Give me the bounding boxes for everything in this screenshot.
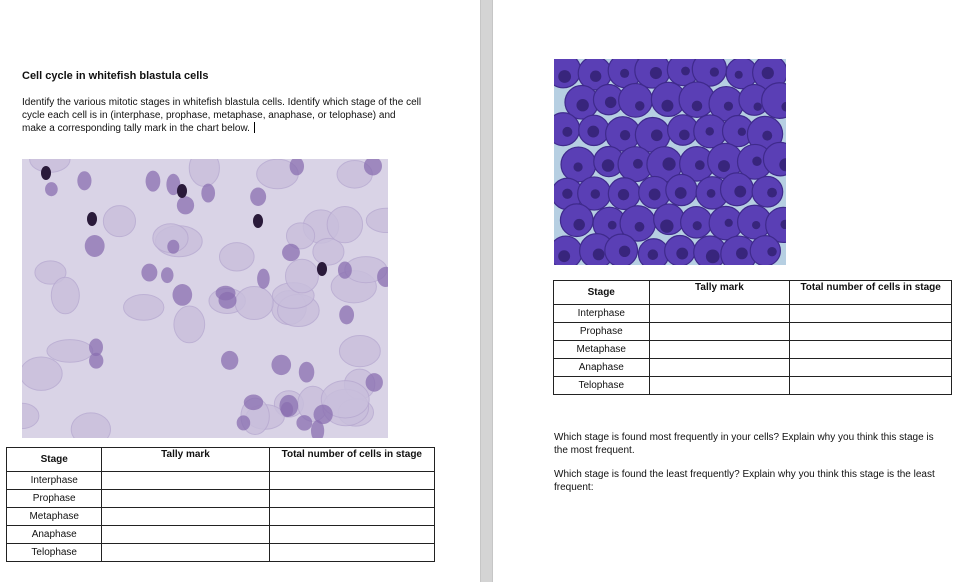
table-row bbox=[554, 377, 952, 395]
table-row bbox=[554, 341, 952, 359]
table-row bbox=[7, 490, 435, 508]
tally-cell[interactable] bbox=[649, 359, 790, 377]
tally-cell[interactable] bbox=[102, 508, 269, 526]
total-cell[interactable] bbox=[269, 508, 434, 526]
micrograph-right bbox=[554, 59, 786, 265]
stage-label: Anaphase bbox=[554, 359, 650, 377]
total-cell[interactable] bbox=[790, 341, 952, 359]
tally-table-right bbox=[553, 280, 952, 395]
total-cell[interactable] bbox=[269, 526, 434, 544]
table-header-row bbox=[7, 448, 435, 472]
micrograph-left bbox=[22, 159, 388, 438]
tally-cell[interactable] bbox=[102, 544, 269, 562]
question-most-frequent: Which stage is found most frequently in your cells? Explain why you think this stage is the most frequent. bbox=[554, 432, 934, 456]
table-row bbox=[7, 508, 435, 526]
question-least-frequent: Which stage is found the least frequently? Explain why you think this stage is the least frequent: bbox=[554, 469, 935, 493]
table-header-row bbox=[554, 281, 952, 305]
total-cell[interactable] bbox=[790, 359, 952, 377]
tally-cell[interactable] bbox=[102, 526, 269, 544]
header-total: Total number of cells in stage bbox=[269, 448, 434, 472]
header-total: Total number of cells in stage bbox=[790, 281, 952, 305]
total-cell[interactable] bbox=[269, 544, 434, 562]
tally-cell[interactable] bbox=[102, 472, 269, 490]
stage-label: Metaphase bbox=[554, 341, 650, 359]
stage-label: Interphase bbox=[554, 305, 650, 323]
text-cursor bbox=[254, 122, 255, 133]
table-row bbox=[554, 305, 952, 323]
document-title: Cell cycle in whitefish blastula cells bbox=[22, 70, 209, 82]
total-cell[interactable] bbox=[790, 305, 952, 323]
total-cell[interactable] bbox=[790, 323, 952, 341]
table-row bbox=[554, 323, 952, 341]
stage-label: Prophase bbox=[554, 323, 650, 341]
total-cell[interactable] bbox=[269, 490, 434, 508]
stage-label: Prophase bbox=[7, 490, 102, 508]
stage-label: Metaphase bbox=[7, 508, 102, 526]
micrograph-left-image bbox=[22, 159, 388, 438]
tally-cell[interactable] bbox=[649, 305, 790, 323]
micrograph-right-image bbox=[554, 59, 786, 265]
table-row bbox=[7, 472, 435, 490]
tally-table-left bbox=[6, 447, 435, 562]
stage-label: Telophase bbox=[7, 544, 102, 562]
total-cell[interactable] bbox=[269, 472, 434, 490]
table-row bbox=[7, 544, 435, 562]
right-page bbox=[493, 0, 957, 582]
stage-label: Anaphase bbox=[7, 526, 102, 544]
stage-label: Telophase bbox=[554, 377, 650, 395]
table-row bbox=[554, 359, 952, 377]
tally-cell[interactable] bbox=[649, 341, 790, 359]
header-stage: Stage bbox=[554, 281, 650, 305]
tally-cell[interactable] bbox=[102, 490, 269, 508]
header-stage: Stage bbox=[7, 448, 102, 472]
page-gutter bbox=[480, 0, 493, 582]
stage-label: Interphase bbox=[7, 472, 102, 490]
instructions-text[interactable] bbox=[22, 97, 422, 136]
header-tally-mark: Tally mark bbox=[102, 448, 269, 472]
instructions-body: Identify the various mitotic stages in whitefish blastula cells. Identify which stage of the cell cycle each cell is in (interphase, prophase, metaphase, anaphase, or telophase) and make a corresponding tally mark in the chart below. bbox=[22, 97, 422, 134]
total-cell[interactable] bbox=[790, 377, 952, 395]
table-row bbox=[7, 526, 435, 544]
tally-cell[interactable] bbox=[649, 323, 790, 341]
tally-cell[interactable] bbox=[649, 377, 790, 395]
header-tally-mark: Tally mark bbox=[649, 281, 790, 305]
